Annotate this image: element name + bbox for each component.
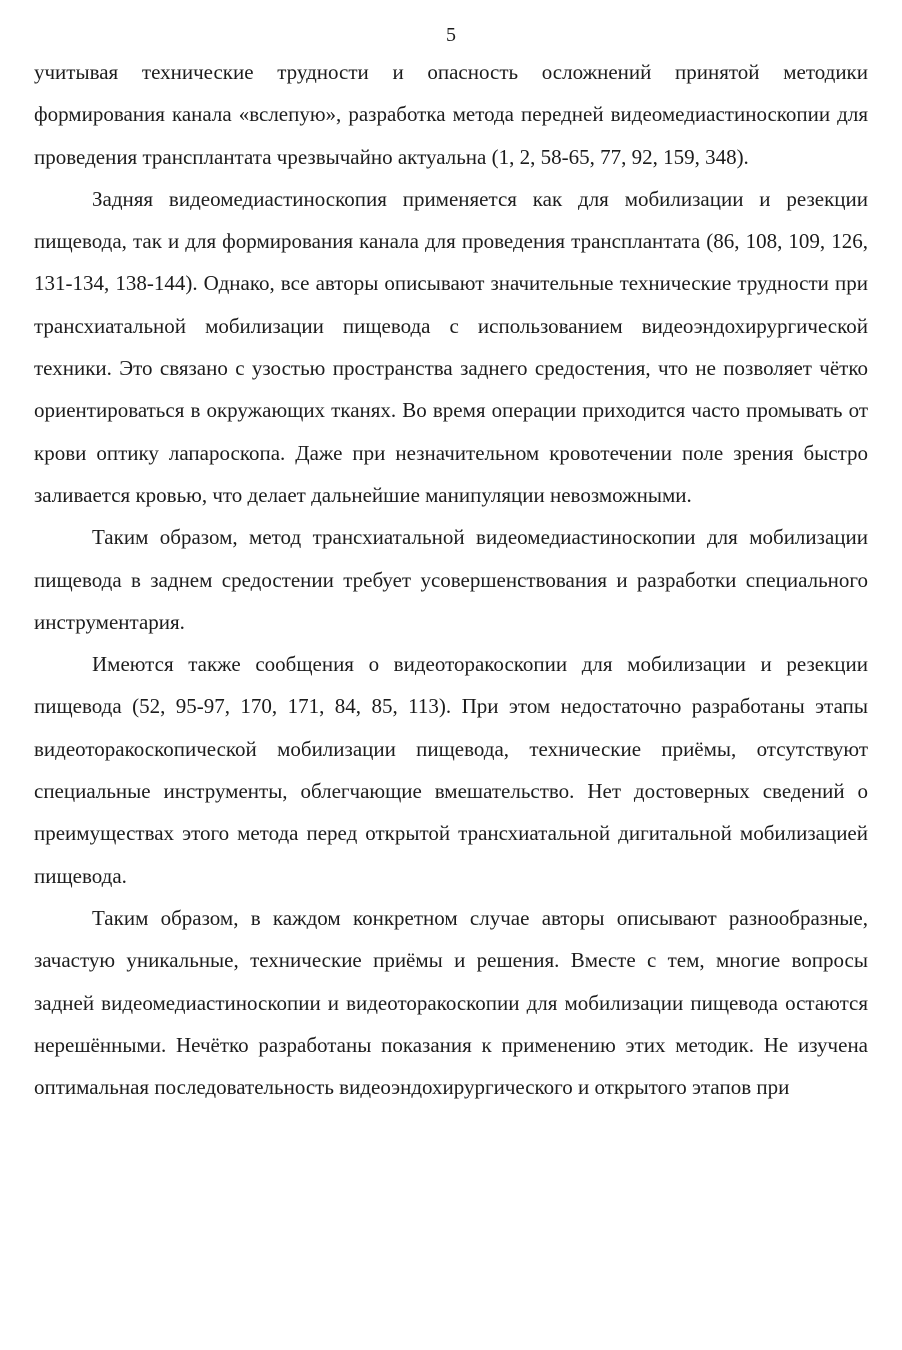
paragraph-2: Задняя видеомедиастиноскопия применяется как для мобилизации и резекции пищевода, так и для формирования канала для проведения трансплантата (86, 108, 109, 126, 131-134, 138-144). Однако, все авторы описывают значительные технические трудности при трансхиатальной мобилизации пищевода с использованием видеоэндохирургической техники. Это связано с узостью пространства заднего средостения, что не позволяет чётко ориентироваться в окружающих тканях. Во время операции приходится часто промывать от крови оптику лапароскопа. Даже при незначительном кровотечении поле зрения быстро заливается кровью, что делает дальнейшие манипуляции невозможными. [34, 186, 868, 507]
paragraph-5: Таким образом, в каждом конкретном случае авторы описывают разнообразные, зачастую уникальные, технические приёмы и решения. Вместе с тем, многие вопросы задней видеомедиастиноскопии и видеоторакоскопии для мобилизации пищевода остаются нерешёнными. Нечётко разработаны показания к применению этих методик. Не изучена оптимальная последовательность видеоэндохирургического и открытого этапов при [34, 905, 868, 1100]
paragraph-3: Таким образом, метод трансхиатальной видеомедиастиноскопии для мобилизации пищевода в заднем средостении требует усовершенствования и разработки специального инструментария. [34, 525, 868, 634]
paragraph-1: учитывая технические трудности и опасность осложнений принятой методики формирования канала «вслепую», разработка метода передней видеомедиастиноскопии для проведения трансплантата чрезвычайно актуальна (1, 2, 58-65, 77, 92, 159, 348). [34, 60, 868, 169]
paragraph-4: Имеются также сообщения о видеоторакоскопии для мобилизации и резекции пищевода (52, 95-97, 170, 171, 84, 85, 113). При этом недостаточно разработаны этапы видеоторакоскопической мобилизации пищевода, технические приёмы, отсутствуют специальные инструменты, облегчающие вмешательство. Нет достоверных сведений о преимуществах этого метода перед открытой трансхиатальной дигитальной мобилизацией пищевода. [34, 652, 868, 888]
body-text [34, 51, 868, 1108]
page-number: 5 [446, 24, 456, 46]
